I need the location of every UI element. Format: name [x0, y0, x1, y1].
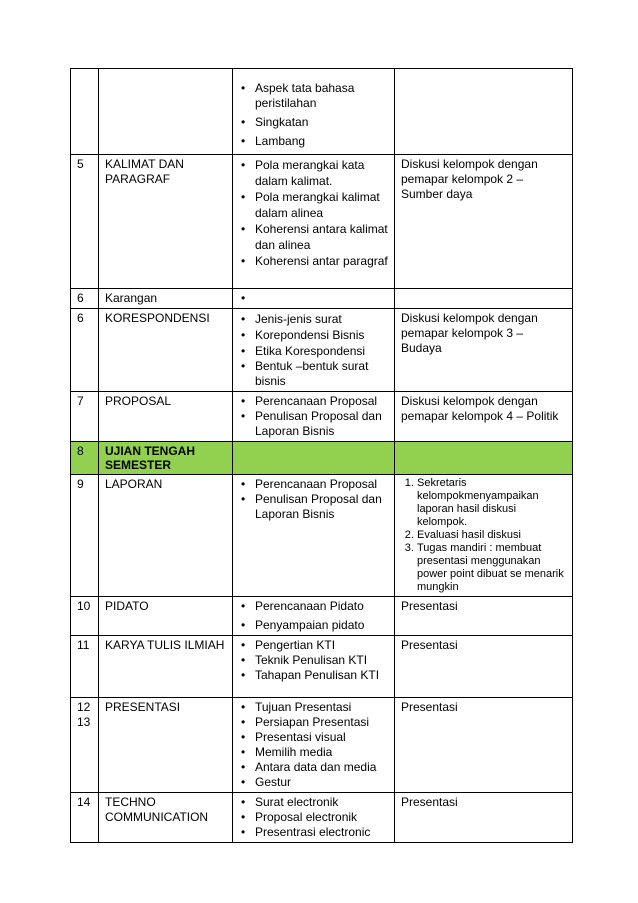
topic-item: • Teknik Penulisan KTI	[255, 653, 388, 668]
table-row	[71, 155, 573, 289]
topic-item: • Surat electronik	[255, 795, 388, 810]
table-row	[71, 309, 573, 392]
row-number: 11	[71, 636, 99, 698]
row-topics	[233, 155, 395, 289]
topic-item: • Etika Korespondensi	[255, 343, 388, 359]
topic-item: • Proposal electronik	[255, 810, 388, 825]
row-notes: Diskusi kelompok dengan pemapar kelompok 3 – Budaya	[395, 309, 573, 392]
row-topics	[233, 69, 395, 155]
topic-item: • Antara data dan media	[255, 760, 388, 775]
row-number: 6	[71, 309, 99, 392]
topic-item: • Gestur	[255, 775, 388, 790]
topic-item: • Presentasi visual	[255, 730, 388, 745]
row-number	[71, 69, 99, 155]
table-row	[71, 475, 573, 597]
note-item: 2. Evaluasi hasil diskusi	[417, 529, 566, 542]
table-row	[71, 392, 573, 442]
row-number-line: 12	[77, 700, 91, 714]
row-title: PIDATO	[99, 597, 233, 636]
row-topics	[233, 442, 395, 475]
row-notes: Diskusi kelompok dengan pemapar kelompok 2 – Sumber daya	[395, 155, 573, 289]
table-row	[71, 69, 573, 155]
row-number: 14	[71, 793, 99, 843]
topic-item: • Perencanaan Pidato	[255, 599, 388, 614]
topic-item: • Perencanaan Proposal	[255, 477, 388, 492]
row-number: 6	[71, 289, 99, 309]
topic-item: • Presentrasi electronic	[255, 825, 388, 840]
row-notes	[395, 289, 573, 309]
row-title: KALIMAT DAN PARAGRAF	[99, 155, 233, 289]
table-row	[71, 698, 573, 793]
note-item: 1. Sekretaris kelompokmenyampaikan laporan hasil diskusi kelompok.	[417, 477, 566, 529]
row-notes: Presentasi	[395, 698, 573, 793]
topic-item: • Jenis-jenis surat	[255, 311, 388, 327]
row-number: 5	[71, 155, 99, 289]
row-topics	[233, 793, 395, 843]
syllabus-table	[70, 68, 573, 843]
topic-item: • Memilih media	[255, 745, 388, 760]
topic-item: • Tahapan Penulisan KTI	[255, 668, 388, 683]
row-notes	[395, 69, 573, 155]
row-notes: Presentasi	[395, 793, 573, 843]
topic-item: • Koherensi antar paragraf	[255, 253, 388, 269]
row-topics	[233, 636, 395, 698]
row-number-line: 13	[77, 715, 91, 729]
row-title: KORESPONDENSI	[99, 309, 233, 392]
topic-item: • Pola merangkai kalimat dalam alinea	[255, 189, 388, 221]
row-title	[99, 69, 233, 155]
row-title: KARYA TULIS ILMIAH	[99, 636, 233, 698]
table-row	[71, 636, 573, 698]
row-notes: Diskusi kelompok dengan pemapar kelompok 4 – Politik	[395, 392, 573, 442]
row-topics	[233, 597, 395, 636]
row-title: UJIAN TENGAH SEMESTER	[99, 442, 233, 475]
row-notes	[395, 475, 573, 597]
row-notes: Presentasi	[395, 636, 573, 698]
row-topics	[233, 475, 395, 597]
row-topics	[233, 698, 395, 793]
table-row	[71, 793, 573, 843]
topic-item: • Perencanaan Proposal	[255, 394, 388, 409]
topic-item: • Lambang	[255, 134, 388, 149]
row-title: PRESENTASI	[99, 698, 233, 793]
row-title: Karangan	[99, 289, 233, 309]
row-title: LAPORAN	[99, 475, 233, 597]
topic-item: • Persiapan Presentasi	[255, 715, 388, 730]
row-notes	[395, 442, 573, 475]
row-number	[71, 698, 99, 793]
topic-item: • Aspek tata bahasa peristilahan	[255, 81, 388, 111]
topic-item: • Korepondensi Bisnis	[255, 327, 388, 343]
topic-item	[255, 291, 388, 306]
row-topics	[233, 289, 395, 309]
row-title: TECHNO COMMUNICATION	[99, 793, 233, 843]
topic-item: • Tujuan Presentasi	[255, 700, 388, 715]
topic-item: • Penulisan Proposal dan Laporan Bisnis	[255, 409, 388, 439]
row-number: 7	[71, 392, 99, 442]
topic-item: • Bentuk –bentuk surat bisnis	[255, 359, 388, 389]
row-number: 8	[71, 442, 99, 475]
row-notes: Presentasi	[395, 597, 573, 636]
row-number: 9	[71, 475, 99, 597]
topic-item: • Pola merangkai kata dalam kalimat.	[255, 157, 388, 189]
row-title: PROPOSAL	[99, 392, 233, 442]
table-row	[71, 289, 573, 309]
note-item: 3. Tugas mandiri : membuat presentasi menggunakan power point dibuat se menarik mungkin	[417, 542, 566, 594]
row-topics	[233, 309, 395, 392]
row-topics	[233, 392, 395, 442]
row-number: 10	[71, 597, 99, 636]
table-row	[71, 597, 573, 636]
topic-item: • Koherensi antara kalimat dan alinea	[255, 221, 388, 253]
topic-item: • Singkatan	[255, 115, 388, 130]
table-row-highlight	[71, 442, 573, 475]
topic-item: • Pengertian KTI	[255, 638, 388, 653]
topic-item: • Penyampaian pidato	[255, 618, 388, 633]
topic-item: • Penulisan Proposal dan Laporan Bisnis	[255, 492, 388, 522]
